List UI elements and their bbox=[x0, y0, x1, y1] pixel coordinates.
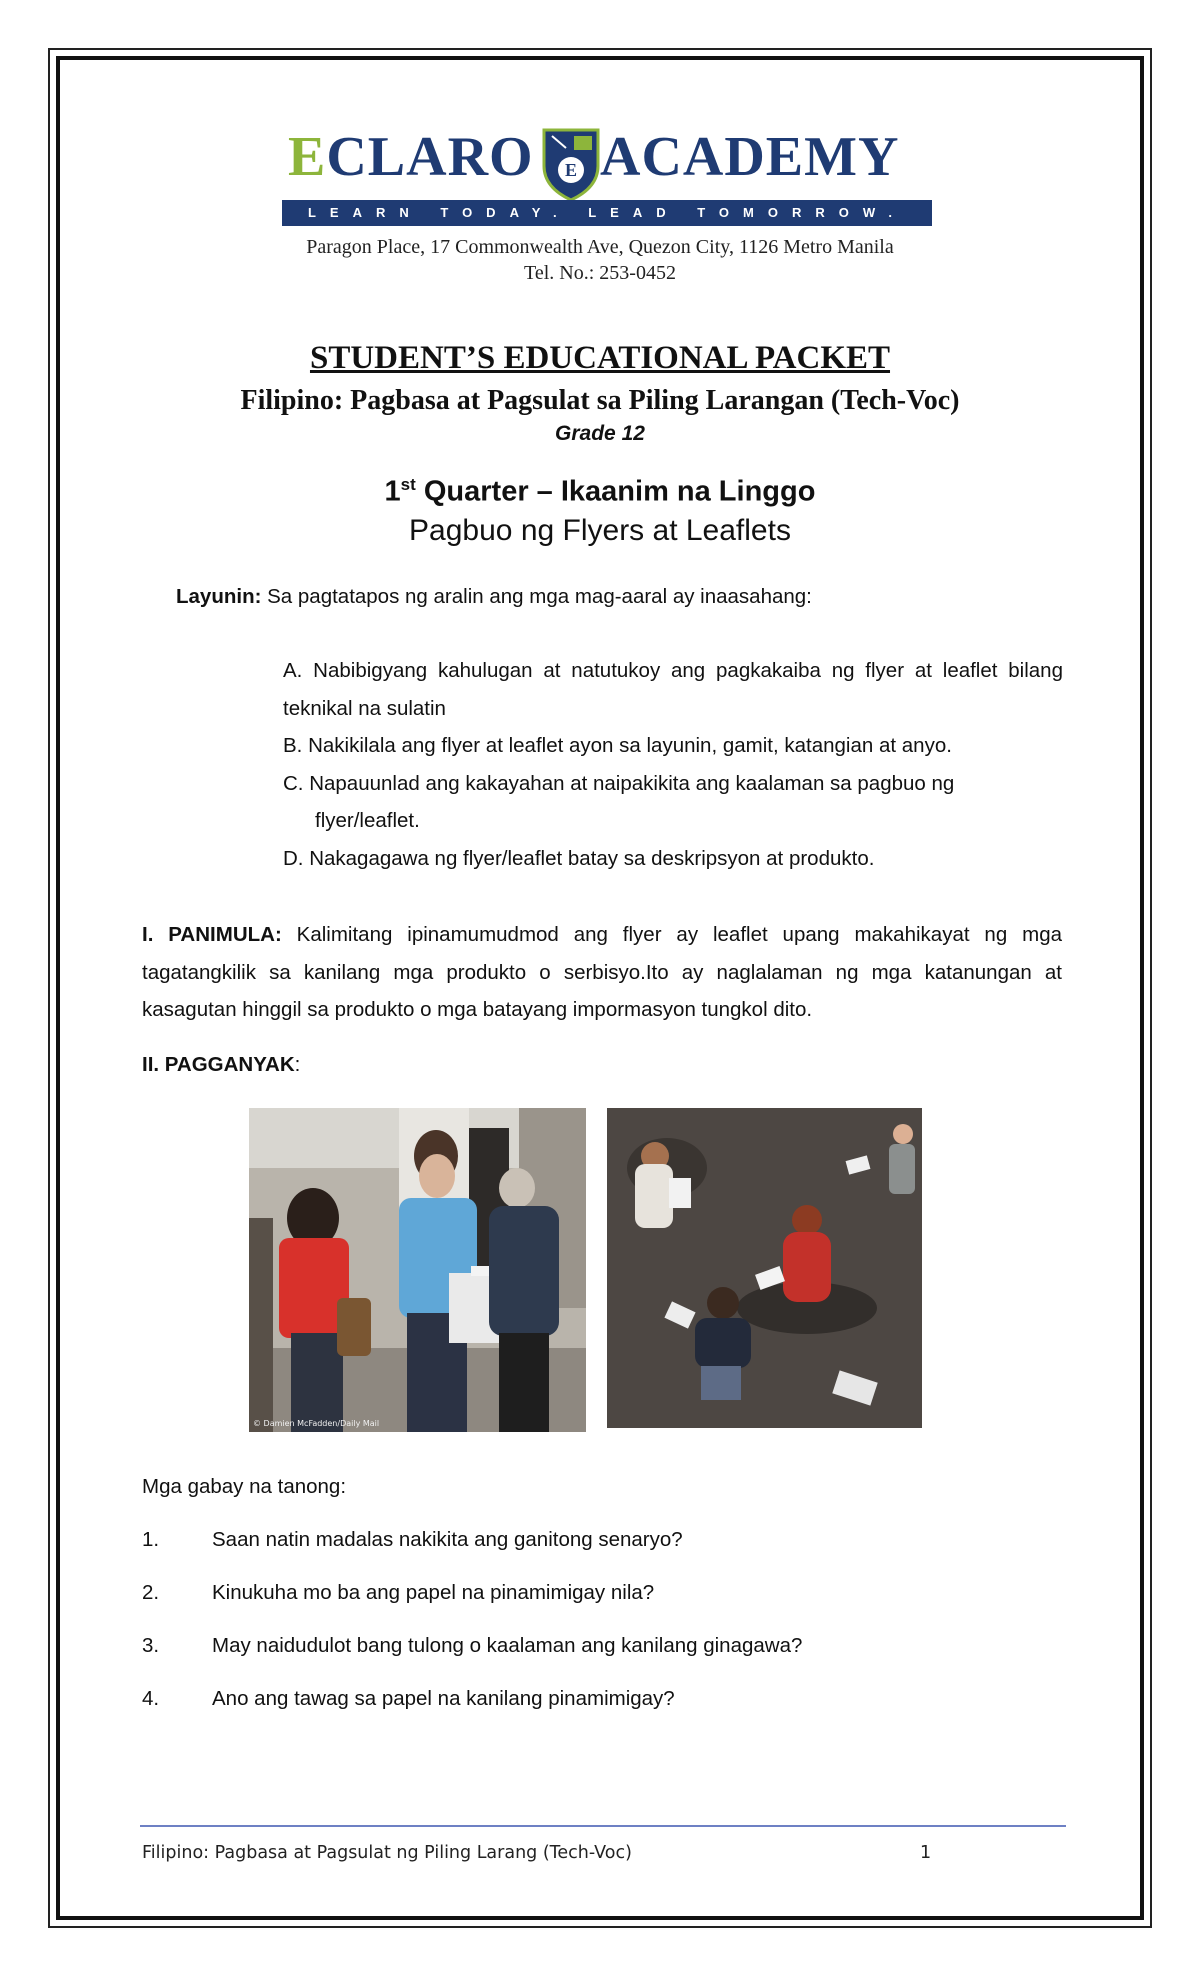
question-number: 3. bbox=[142, 1634, 160, 1657]
objective-item: D. Nakagagawa ng flyer/leaflet batay sa deskripsyon at produkto. bbox=[283, 846, 875, 870]
logo-wordmark-right: ACADEMY bbox=[600, 126, 900, 188]
photo-credit: © Damien McFadden/Daily Mail bbox=[253, 1419, 380, 1428]
objectives-list bbox=[283, 652, 1063, 877]
school-logo bbox=[282, 124, 932, 226]
questions-heading: Mga gabay na tanong: bbox=[142, 1475, 347, 1498]
footer-course-title: Filipino: Pagbasa at Pagsulat ng Piling Larang (Tech-Voc) bbox=[142, 1843, 632, 1863]
question-number: 1. bbox=[142, 1528, 160, 1551]
svg-text:E: E bbox=[564, 160, 578, 180]
objective-item: B. Nakikilala ang flyer at leaflet ayon sa layunin, gamit, katangian at anyo. bbox=[283, 734, 952, 757]
topic-heading: Pagbuo ng Flyers at Leaflets bbox=[409, 514, 791, 547]
packet-title: STUDENT’S EDUCATIONAL PACKET bbox=[309, 340, 891, 376]
objectives-intro: Layunin: Sa pagtatapos ng aralin ang mga mag-aaral ay inaasahang: bbox=[176, 585, 812, 608]
section-panimula-label: I. PANIMULA: bbox=[142, 923, 282, 946]
objective-item: A. Nabibigyang kahulugan at natutukoy ang pagkakaiba ng flyer at leaflet bilang teknikal na sulatin bbox=[283, 659, 1063, 720]
photo-leaflet-distribution bbox=[249, 1108, 586, 1432]
crest-icon bbox=[540, 126, 602, 202]
question-number: 4. bbox=[142, 1687, 160, 1710]
quarter-heading: 1st Quarter – Ikaanim na Linggo bbox=[384, 475, 816, 508]
question-text: Ano ang tawag sa papel na kanilang pinamimigay? bbox=[212, 1687, 675, 1710]
objective-item-continuation: flyer/leaflet. bbox=[315, 809, 420, 832]
objective-item: C. Napauunlad ang kakayahan at naipakikita ang kaalaman sa pagbuo ng bbox=[283, 771, 955, 795]
question-text: Saan natin madalas nakikita ang ganitong senaryo? bbox=[212, 1528, 683, 1551]
grade-level: Grade 12 bbox=[555, 422, 645, 445]
section-panimula bbox=[142, 916, 1062, 1029]
school-address: Paragon Place, 17 Commonwealth Ave, Quezon City, 1126 Metro Manila bbox=[306, 236, 894, 258]
page-number: 1 bbox=[920, 1843, 932, 1863]
subject-title: Filipino: Pagbasa at Pagsulat sa Piling Larangan (Tech-Voc) bbox=[240, 385, 960, 416]
photo-leaflet-distribution-art bbox=[249, 1108, 586, 1432]
school-telephone: Tel. No.: 253-0452 bbox=[524, 262, 676, 284]
question-number: 2. bbox=[142, 1581, 160, 1604]
logo-wordmark-left: ECLARO bbox=[288, 126, 534, 188]
section-panimula-text: Kalimitang ipinamumudmod ang flyer ay leaflet upang makahikayat ng mga tagatangkilik sa kanilang mga produkto o serbisyo.Ito ay naglalaman ng mga katanungan at kasagutan hinggil sa produkto o mga batayang impormasyon tungkol dito. bbox=[142, 923, 1062, 1021]
question-text: Kinukuha mo ba ang papel na pinamimigay nila? bbox=[212, 1581, 655, 1604]
question-text: May naidudulot bang tulong o kaalaman ang kanilang ginagawa? bbox=[212, 1634, 803, 1657]
footer-divider bbox=[140, 1825, 1066, 1827]
photo-street-flyers-art bbox=[607, 1108, 922, 1428]
photo-street-flyers bbox=[607, 1108, 922, 1428]
logo-tagline: LEARN TODAY. LEAD TOMORROW. bbox=[282, 200, 932, 226]
section-pagganyak-heading: II. PAGGANYAK: bbox=[142, 1053, 301, 1076]
